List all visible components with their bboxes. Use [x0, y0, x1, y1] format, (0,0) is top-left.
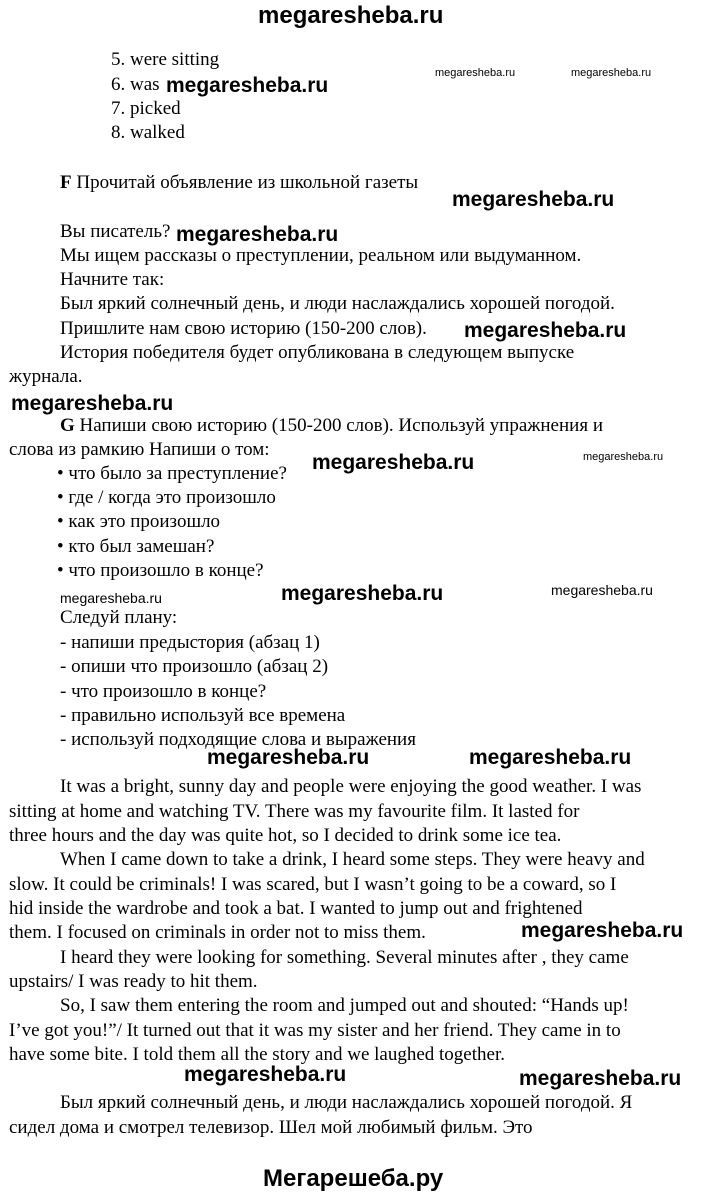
story-en-line: upstairs/ I was ready to hit them.	[9, 971, 258, 992]
bullet-item: • как это произошло	[57, 511, 221, 532]
footer-site-name: Мегарешеба.ру	[263, 1165, 444, 1192]
story-ru-line: сидел дома и смотрел телевизор. Шел мой любимый фильм. Это	[9, 1117, 533, 1138]
plan-item: - правильно используй все времена	[60, 705, 346, 726]
watermark: megaresheba.ru	[521, 919, 684, 942]
watermark: megaresheba.ru	[184, 1063, 347, 1086]
watermark: megaresheba.ru	[207, 746, 370, 769]
bullet-item: • что было за преступление?	[57, 463, 287, 484]
section-g-letter: G	[60, 415, 75, 436]
watermark: megaresheba.ru	[176, 223, 339, 246]
watermark: megaresheba.ru	[469, 746, 632, 769]
watermark: megaresheba.ru	[166, 74, 329, 97]
section-g-line2: слова из рамкию Напиши о том:	[9, 439, 270, 460]
watermark: megaresheba.ru	[11, 392, 174, 415]
answer-7: 7. picked	[111, 98, 181, 119]
bullet-item: • где / когда это произошло	[57, 487, 276, 508]
answer-8: 8. walked	[111, 122, 185, 143]
watermark-small: megaresheba.ru	[571, 67, 652, 79]
bullet-item: • что произошло в конце?	[57, 560, 264, 581]
story-en-line: So, I saw them entering the room and jumped out and shouted: “Hands up!	[60, 995, 629, 1016]
watermark: megaresheba.ru	[452, 188, 615, 211]
section-f-line: журнала.	[9, 366, 83, 387]
plan-item: - используй подходящие слова и выражения	[60, 729, 416, 750]
watermark: megaresheba.ru	[519, 1067, 682, 1090]
watermark-small: megaresheba.ru	[551, 582, 653, 598]
watermark-small: megaresheba.ru	[435, 67, 516, 79]
story-en-line: It was a bright, sunny day and people were enjoying the good weather. I was	[60, 776, 642, 797]
section-f-letter: F	[60, 172, 72, 193]
section-g-heading	[60, 414, 603, 438]
section-f-heading	[60, 171, 418, 195]
section-f-line: Начните так:	[60, 269, 165, 290]
section-f-line: Был яркий солнечный день, и люди наслаждались хорошей погодой.	[60, 293, 615, 314]
header-site-name: megaresheba.ru	[258, 2, 444, 29]
watermark: megaresheba.ru	[312, 451, 475, 474]
plan-title: Следуй плану:	[60, 607, 178, 628]
story-en-line: hid inside the wardrobe and took a bat. I wanted to jump out and frightened	[9, 898, 583, 919]
story-en-line: have some bite. I told them all the story and we laughed together.	[9, 1044, 505, 1065]
section-f-line: История победителя будет опубликована в следующем выпуске	[60, 342, 575, 363]
story-en-line: three hours and the day was quite hot, so I decided to drink some ice tea.	[9, 825, 562, 846]
watermark-small: megaresheba.ru	[60, 590, 162, 606]
section-f-title: Прочитай объявление из школьной газеты	[76, 172, 419, 193]
bullet-item: • кто был замешан?	[57, 536, 215, 557]
watermark-small: megaresheba.ru	[583, 451, 664, 463]
story-en-line: I heard they were looking for something. Several minutes after , they came	[60, 947, 629, 968]
answer-6: 6. was	[111, 74, 160, 95]
watermark: megaresheba.ru	[281, 582, 444, 605]
plan-item: - напиши предыстория (абзац 1)	[60, 632, 320, 653]
plan-item: - опиши что произошло (абзац 2)	[60, 656, 329, 677]
story-en-line: I’ve got you!”/ It turned out that it was my sister and her friend. They came in to	[9, 1020, 621, 1041]
story-en-line: slow. It could be criminals! I was scared, but I wasn’t going to be a coward, so I	[9, 874, 617, 895]
watermark: megaresheba.ru	[464, 319, 627, 342]
plan-item: - что произошло в конце?	[60, 681, 267, 702]
story-en-line: them. I focused on criminals in order not to miss them.	[9, 922, 426, 943]
section-f-line: Пришлите нам свою историю (150-200 слов).	[60, 318, 427, 339]
story-ru-line: Был яркий солнечный день, и люди наслаждались хорошей погодой. Я	[60, 1092, 633, 1113]
section-f-line: Вы писатель?	[60, 221, 171, 242]
answer-5: 5. were sitting	[111, 49, 220, 70]
story-en-line: When I came down to take a drink, I heard some steps. They were heavy and	[60, 849, 645, 870]
section-f-line: Мы ищем рассказы о преступлении, реальном или выдуманном.	[60, 245, 582, 266]
story-en-line: sitting at home and watching TV. There was my favourite film. It lasted for	[9, 801, 580, 822]
section-g-line1: Напиши свою историю (150-200 слов). Используй упражнения и	[79, 415, 603, 436]
